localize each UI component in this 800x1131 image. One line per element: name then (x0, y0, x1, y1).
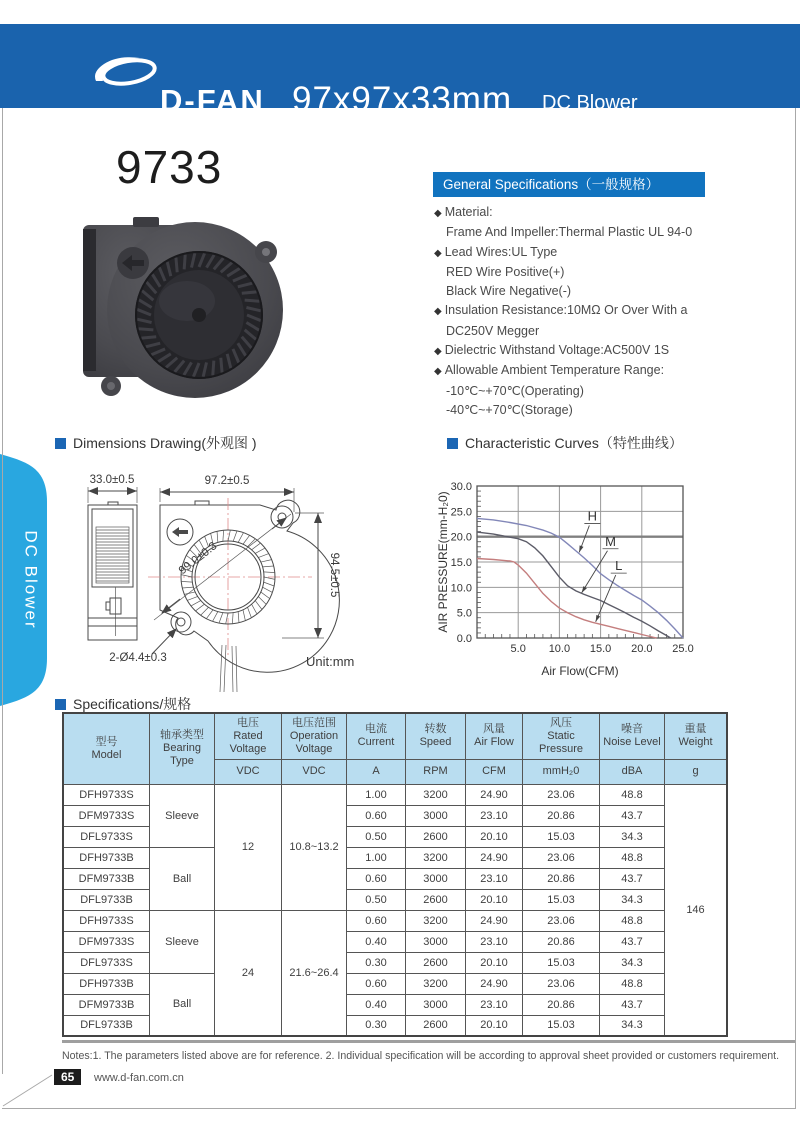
cell-current: 0.50 (347, 889, 406, 910)
spec-item: ◆ Insulation Resistance:10MΩ Or Over With a (434, 303, 688, 318)
cell-pressure: 23.06 (523, 847, 600, 868)
curve-label-H: H (587, 508, 598, 524)
cell-model: DFM9733B (63, 868, 150, 889)
col-unit: RPM (406, 759, 466, 784)
dfan-logo-icon (92, 53, 162, 93)
cell-airflow: 23.10 (466, 931, 523, 952)
cell-noise: 34.3 (600, 952, 665, 973)
page-number-badge: 65 (54, 1069, 81, 1085)
side-tab (0, 450, 50, 710)
svg-text:5.0: 5.0 (510, 643, 526, 655)
cell-current: 0.60 (347, 910, 406, 931)
side-view (88, 474, 137, 640)
cell-weight: 146 (665, 784, 728, 1036)
cell-airflow: 23.10 (466, 994, 523, 1015)
direction-arrow-icon (172, 527, 188, 537)
cell-speed: 3200 (406, 784, 466, 805)
website-url: www.d-fan.com.cn (94, 1072, 184, 1084)
section-dimensions (55, 433, 257, 453)
col-header: 轴承类型 Bearing Type (150, 713, 215, 784)
characteristic-curves-chart (435, 460, 795, 695)
cell-bearing: Sleeve (150, 910, 215, 973)
cell-pressure: 23.06 (523, 784, 600, 805)
cell-noise: 43.7 (600, 805, 665, 826)
cell-model: DFH9733S (63, 910, 150, 931)
model-number: 9733 (116, 141, 223, 193)
section-marker-icon (447, 438, 458, 449)
cell-pressure: 15.03 (523, 1015, 600, 1036)
cell-speed: 3000 (406, 994, 466, 1015)
cell-rated_voltage: 24 (215, 910, 282, 1036)
col-unit: dBA (600, 759, 665, 784)
cell-bearing: Ball (150, 973, 215, 1036)
spec-item: -10℃~+70℃(Operating) (446, 383, 584, 398)
col-header: 电流 Current (347, 713, 406, 759)
cell-operation_voltage: 10.8~13.2 (282, 784, 347, 910)
spec-item: ◆ Lead Wires:UL Type (434, 244, 558, 259)
header-band (0, 24, 800, 119)
cell-model: DFL9733S (63, 952, 150, 973)
cell-model: DFH9733B (63, 973, 150, 994)
dim-depth: 33.0±0.5 (89, 474, 135, 486)
cell-model: DFM9733S (63, 931, 150, 952)
footer-divider (62, 1040, 795, 1043)
cell-speed: 3000 (406, 805, 466, 826)
series-L (477, 559, 657, 639)
col-unit: g (665, 759, 728, 784)
cell-current: 0.60 (347, 805, 406, 826)
col-header: 电压 Rated Voltage (215, 713, 282, 759)
section-marker-icon (55, 699, 66, 710)
spec-item: ◆ Dielectric Withstand Voltage:AC500V 1S (434, 343, 670, 358)
cell-airflow: 24.90 (466, 973, 523, 994)
cell-speed: 2600 (406, 826, 466, 847)
section-dimensions-label: Dimensions Drawing(外观图 ) (73, 435, 257, 451)
cell-airflow: 24.90 (466, 847, 523, 868)
col-header: 重量 Weight (665, 713, 728, 759)
cell-current: 0.40 (347, 994, 406, 1015)
cell-speed: 2600 (406, 952, 466, 973)
col-header: 电压范围 Operation Voltage (282, 713, 347, 759)
dim-holes: 2-Ø4.4±0.3 (109, 652, 167, 664)
svg-text:10.0: 10.0 (548, 643, 571, 655)
general-specs-title: General Specifications（一般规格） (433, 172, 705, 197)
page-corner-fold (0, 1066, 60, 1111)
cell-noise: 48.8 (600, 973, 665, 994)
cell-airflow: 24.90 (466, 784, 523, 805)
col-unit: VDC (215, 759, 282, 784)
y-axis-label: AIR PRESSURE(mm-H₂0) (436, 491, 450, 633)
cell-noise: 43.7 (600, 994, 665, 1015)
cell-model: DFM9733S (63, 805, 150, 826)
table-row (63, 910, 727, 931)
section-marker-icon (55, 438, 66, 449)
cell-noise: 43.7 (600, 931, 665, 952)
general-specs-list (434, 203, 779, 420)
col-header: 风量 Air Flow (466, 713, 523, 759)
svg-text:20.0: 20.0 (450, 531, 472, 544)
cell-speed: 2600 (406, 1015, 466, 1036)
cell-noise: 48.8 (600, 910, 665, 931)
specifications-table (62, 712, 728, 1037)
svg-text:15.0: 15.0 (589, 643, 612, 655)
svg-text:5.0: 5.0 (456, 607, 472, 620)
cell-noise: 48.8 (600, 784, 665, 805)
cell-pressure: 15.03 (523, 889, 600, 910)
svg-text:25.0: 25.0 (672, 643, 694, 655)
cell-bearing: Sleeve (150, 784, 215, 847)
spec-item: ◆ Allowable Ambient Temperature Range: (434, 363, 665, 378)
table-row (63, 847, 727, 868)
cell-speed: 3200 (406, 847, 466, 868)
svg-text:10.0: 10.0 (450, 582, 472, 595)
cell-current: 1.00 (347, 847, 406, 868)
cell-current: 0.30 (347, 952, 406, 973)
cell-current: 0.60 (347, 868, 406, 889)
cell-airflow: 20.10 (466, 952, 523, 973)
cell-noise: 43.7 (600, 868, 665, 889)
page-bottom-border (2, 1108, 796, 1109)
cell-airflow: 20.10 (466, 826, 523, 847)
cell-bearing: Ball (150, 847, 215, 910)
cell-current: 0.50 (347, 826, 406, 847)
spec-item: -40℃~+70℃(Storage) (446, 402, 573, 417)
table-row (63, 973, 727, 994)
svg-text:15.0: 15.0 (450, 557, 472, 569)
dim-width: 97.2±0.5 (204, 475, 250, 487)
col-unit: CFM (466, 759, 523, 784)
cell-rated_voltage: 12 (215, 784, 282, 910)
cell-pressure: 15.03 (523, 826, 600, 847)
cell-airflow: 24.90 (466, 910, 523, 931)
x-axis-label: Air Flow(CFM) (541, 664, 619, 678)
svg-text:25.0: 25.0 (450, 506, 472, 519)
cell-model: DFM9733B (63, 994, 150, 1015)
cell-operation_voltage: 21.6~26.4 (282, 910, 347, 1036)
curve-label-M: M (605, 533, 616, 549)
cell-noise: 34.3 (600, 826, 665, 847)
header-subtitle: DC Blower (542, 92, 638, 114)
table-row (63, 784, 727, 805)
product-photo (75, 205, 285, 405)
cell-pressure: 23.06 (523, 910, 600, 931)
cell-current: 1.00 (347, 784, 406, 805)
cell-pressure: 23.06 (523, 973, 600, 994)
cell-airflow: 23.10 (466, 868, 523, 889)
cell-speed: 2600 (406, 889, 466, 910)
cell-current: 0.40 (347, 931, 406, 952)
cell-speed: 3000 (406, 868, 466, 889)
cell-pressure: 15.03 (523, 952, 600, 973)
dim-height: 94.5±0.5 (328, 552, 340, 598)
cell-airflow: 20.10 (466, 1015, 523, 1036)
svg-text:20.0: 20.0 (631, 643, 653, 655)
spec-item: ◆ Material: (434, 205, 493, 219)
section-curves-label: Characteristic Curves（特性曲线） (465, 435, 683, 451)
col-header: 型号 Model (63, 713, 150, 784)
section-specifications (55, 694, 191, 714)
cell-model: DFL9733B (63, 889, 150, 910)
cell-speed: 3000 (406, 931, 466, 952)
col-header: 噪音 Noise Level (600, 713, 665, 759)
cell-current: 0.30 (347, 1015, 406, 1036)
cell-pressure: 20.86 (523, 868, 600, 889)
svg-text:30.0: 30.0 (450, 481, 472, 493)
cell-airflow: 23.10 (466, 805, 523, 826)
cell-current: 0.60 (347, 973, 406, 994)
spec-item: Frame And Impeller:Thermal Plastic UL 94-0 (446, 225, 693, 240)
cell-airflow: 20.10 (466, 889, 523, 910)
cell-model: DFL9733B (63, 1015, 150, 1036)
cell-noise: 34.3 (600, 1015, 665, 1036)
col-header: 风压 Static Pressure (523, 713, 600, 759)
section-specifications-label: Specifications/规格 (73, 696, 192, 712)
spec-item: Black Wire Negative(-) (446, 284, 572, 299)
cell-pressure: 20.86 (523, 994, 600, 1015)
cell-noise: 48.8 (600, 847, 665, 868)
cell-speed: 3200 (406, 973, 466, 994)
svg-text:0.0: 0.0 (456, 633, 472, 645)
spec-item: DC250V Megger (446, 323, 540, 338)
cell-pressure: 20.86 (523, 805, 600, 826)
curve-label-L: L (615, 558, 623, 574)
brand-name: D-FAN (160, 83, 265, 118)
footer-notes: Notes:1. The parameters listed above are for reference. 2. Individual specification will be according to approval sheet provided or customers requirement. (62, 1050, 780, 1062)
page-left-border (2, 108, 3, 1074)
col-unit: VDC (282, 759, 347, 784)
page-title: 97x97x33mm (292, 80, 513, 119)
dim-diagonal: 99.0±0.3 (176, 540, 220, 578)
cell-speed: 3200 (406, 910, 466, 931)
page-right-border (795, 108, 796, 1108)
front-view (109, 475, 354, 692)
cell-noise: 34.3 (600, 889, 665, 910)
cell-model: DFH9733S (63, 784, 150, 805)
col-unit: mmH₂0 (523, 759, 600, 784)
section-curves (447, 433, 683, 453)
unit-label: Unit:mm (306, 654, 355, 669)
side-tab-label: DC Blower (21, 530, 41, 630)
spec-item: RED Wire Positive(+) (446, 264, 565, 279)
col-unit: A (347, 759, 406, 784)
cell-model: DFH9733B (63, 847, 150, 868)
dimensions-drawing (50, 460, 400, 692)
cell-pressure: 20.86 (523, 931, 600, 952)
cell-model: DFL9733S (63, 826, 150, 847)
col-header: 转数 Speed (406, 713, 466, 759)
